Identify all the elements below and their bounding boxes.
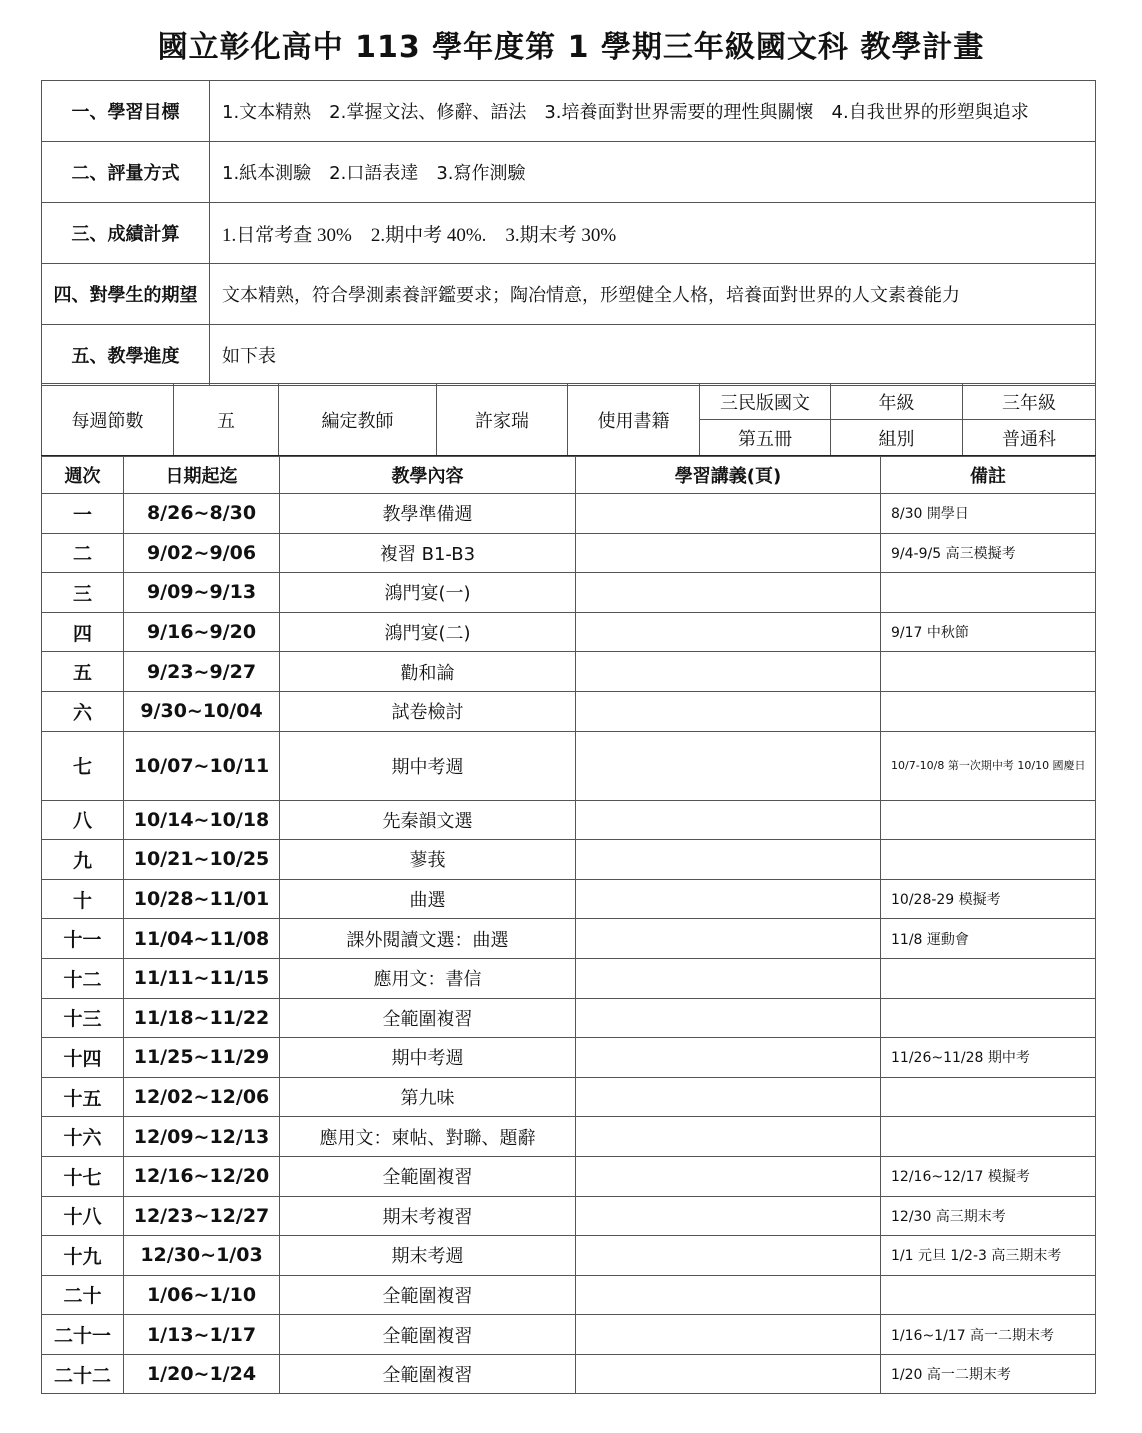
dates-cell: 1/13~1/17 — [124, 1315, 280, 1355]
content-cell: 第九味 — [280, 1077, 576, 1117]
content-cell: 課外閱讀文選：曲選 — [280, 919, 576, 959]
handout-cell — [576, 1077, 881, 1117]
info-value: 1.紙本測驗 2.口語表達 3.寫作測驗 — [210, 142, 1096, 203]
week-cell: 四 — [42, 612, 124, 652]
header-week: 週次 — [42, 457, 124, 494]
info-label: 三、成績計算 — [42, 203, 210, 264]
schedule-row — [42, 919, 1096, 959]
note-cell — [881, 1077, 1096, 1117]
info-table — [41, 80, 1096, 386]
handout-cell — [576, 533, 881, 573]
note-cell: 1/20 高一二期末考 — [881, 1354, 1096, 1394]
dates-cell: 9/23~9/27 — [124, 652, 280, 692]
header-dates: 日期起迄 — [124, 457, 280, 494]
week-cell: 十 — [42, 879, 124, 919]
content-cell: 全範圍複習 — [280, 998, 576, 1038]
week-cell: 二 — [42, 533, 124, 573]
info-label: 五、教學進度 — [42, 325, 210, 386]
schedule-row — [42, 1156, 1096, 1196]
group-value: 普通科 — [963, 420, 1096, 457]
dates-cell: 10/07~10/11 — [124, 731, 280, 800]
week-cell: 十四 — [42, 1038, 124, 1078]
schedule-row — [42, 1275, 1096, 1315]
handout-cell — [576, 998, 881, 1038]
handout-cell — [576, 840, 881, 880]
schedule-row — [42, 840, 1096, 880]
teacher-label: 編定教師 — [279, 384, 437, 457]
periods-value: 五 — [174, 384, 279, 457]
dates-cell: 8/26~8/30 — [124, 494, 280, 534]
info-row-goals — [42, 81, 1096, 142]
week-cell: 十一 — [42, 919, 124, 959]
handout-cell — [576, 1275, 881, 1315]
week-cell: 七 — [42, 731, 124, 800]
handout-cell — [576, 1156, 881, 1196]
dates-cell: 11/04~11/08 — [124, 919, 280, 959]
dates-cell: 1/06~1/10 — [124, 1275, 280, 1315]
dates-cell: 12/02~12/06 — [124, 1077, 280, 1117]
week-cell: 五 — [42, 652, 124, 692]
note-cell: 11/8 運動會 — [881, 919, 1096, 959]
note-cell: 10/7-10/8 第一次期中考 10/10 國慶日 — [881, 731, 1096, 800]
handout-cell — [576, 1117, 881, 1157]
course-meta-table — [41, 383, 1096, 457]
info-value: 1.日常考查 30% 2.期中考 40%. 3.期末考 30% — [210, 203, 1096, 264]
schedule-table — [41, 456, 1096, 1394]
handout-cell — [576, 879, 881, 919]
note-cell: 10/28-29 模擬考 — [881, 879, 1096, 919]
info-label: 一、學習目標 — [42, 81, 210, 142]
grade-value: 三年級 — [963, 384, 1096, 420]
dates-cell: 11/25~11/29 — [124, 1038, 280, 1078]
dates-cell: 9/30~10/04 — [124, 691, 280, 731]
schedule-row — [42, 652, 1096, 692]
content-cell: 應用文：柬帖、對聯、題辭 — [280, 1117, 576, 1157]
week-cell: 八 — [42, 800, 124, 840]
handout-cell — [576, 652, 881, 692]
info-row-expectations — [42, 264, 1096, 325]
dates-cell: 12/09~12/13 — [124, 1117, 280, 1157]
dates-cell: 12/23~12/27 — [124, 1196, 280, 1236]
info-label: 二、評量方式 — [42, 142, 210, 203]
info-value: 如下表 — [210, 325, 1096, 386]
handout-cell — [576, 731, 881, 800]
schedule-row — [42, 573, 1096, 613]
dates-cell: 10/28~11/01 — [124, 879, 280, 919]
content-cell: 鴻門宴(一) — [280, 573, 576, 613]
week-cell: 十九 — [42, 1236, 124, 1276]
dates-cell: 9/02~9/06 — [124, 533, 280, 573]
content-cell: 試卷檢討 — [280, 691, 576, 731]
handout-cell — [576, 1315, 881, 1355]
week-cell: 三 — [42, 573, 124, 613]
week-cell: 六 — [42, 691, 124, 731]
schedule-row — [42, 1117, 1096, 1157]
dates-cell: 12/16~12/20 — [124, 1156, 280, 1196]
week-cell: 二十二 — [42, 1354, 124, 1394]
week-cell: 二十 — [42, 1275, 124, 1315]
note-cell: 9/17 中秋節 — [881, 612, 1096, 652]
note-cell — [881, 652, 1096, 692]
week-cell: 十三 — [42, 998, 124, 1038]
week-cell: 十七 — [42, 1156, 124, 1196]
content-cell: 全範圍複習 — [280, 1354, 576, 1394]
week-cell: 九 — [42, 840, 124, 880]
dates-cell: 1/20~1/24 — [124, 1354, 280, 1394]
content-cell: 蓼莪 — [280, 840, 576, 880]
dates-cell: 9/16~9/20 — [124, 612, 280, 652]
content-cell: 全範圍複習 — [280, 1315, 576, 1355]
dates-cell: 12/30~1/03 — [124, 1236, 280, 1276]
handout-cell — [576, 573, 881, 613]
handout-cell — [576, 1196, 881, 1236]
info-row-grading — [42, 203, 1096, 264]
header-handout: 學習講義(頁) — [576, 457, 881, 494]
schedule-row — [42, 1038, 1096, 1078]
dates-cell: 11/11~11/15 — [124, 958, 280, 998]
week-cell: 二十一 — [42, 1315, 124, 1355]
schedule-row — [42, 1315, 1096, 1355]
handout-cell — [576, 800, 881, 840]
header-notes: 備註 — [881, 457, 1096, 494]
content-cell: 期末考週 — [280, 1236, 576, 1276]
content-cell: 曲選 — [280, 879, 576, 919]
note-cell — [881, 800, 1096, 840]
handout-cell — [576, 612, 881, 652]
content-cell: 勸和論 — [280, 652, 576, 692]
info-row-progress — [42, 325, 1096, 386]
schedule-row — [42, 1236, 1096, 1276]
week-cell: 十八 — [42, 1196, 124, 1236]
content-cell: 應用文：書信 — [280, 958, 576, 998]
note-cell — [881, 840, 1096, 880]
handout-cell — [576, 1236, 881, 1276]
note-cell: 8/30 開學日 — [881, 494, 1096, 534]
dates-cell: 9/09~9/13 — [124, 573, 280, 613]
dates-cell: 10/21~10/25 — [124, 840, 280, 880]
handout-cell — [576, 691, 881, 731]
page-title: 國立彰化高中 113 學年度第 1 學期三年級國文科 教學計畫 — [157, 30, 985, 65]
handout-cell — [576, 494, 881, 534]
note-cell: 12/16~12/17 模擬考 — [881, 1156, 1096, 1196]
content-cell: 教學準備週 — [280, 494, 576, 534]
handout-cell — [576, 958, 881, 998]
info-value: 1.文本精熟 2.掌握文法、修辭、語法 3.培養面對世界需要的理性與關懷 4.自我世界的形塑與追求 — [210, 81, 1096, 142]
note-cell — [881, 1275, 1096, 1315]
header-content: 教學內容 — [280, 457, 576, 494]
schedule-row — [42, 1196, 1096, 1236]
handout-cell — [576, 1354, 881, 1394]
content-cell: 全範圍複習 — [280, 1156, 576, 1196]
schedule-row — [42, 691, 1096, 731]
book-value-volume: 第五冊 — [700, 420, 831, 457]
handout-cell — [576, 1038, 881, 1078]
content-cell: 期中考週 — [280, 1038, 576, 1078]
week-cell: 一 — [42, 494, 124, 534]
schedule-row — [42, 612, 1096, 652]
week-cell: 十二 — [42, 958, 124, 998]
content-cell: 先秦韻文選 — [280, 800, 576, 840]
note-cell — [881, 998, 1096, 1038]
note-cell — [881, 691, 1096, 731]
schedule-row — [42, 958, 1096, 998]
schedule-row — [42, 998, 1096, 1038]
note-cell: 9/4-9/5 高三模擬考 — [881, 533, 1096, 573]
grade-label: 年級 — [831, 384, 963, 420]
content-cell: 期中考週 — [280, 731, 576, 800]
note-cell — [881, 958, 1096, 998]
week-cell: 十五 — [42, 1077, 124, 1117]
week-cell: 十六 — [42, 1117, 124, 1157]
book-value-publisher: 三民版國文 — [700, 384, 831, 420]
schedule-row — [42, 494, 1096, 534]
content-cell: 鴻門宴(二) — [280, 612, 576, 652]
schedule-row — [42, 879, 1096, 919]
teacher-value: 許家瑞 — [437, 384, 568, 457]
schedule-row — [42, 1077, 1096, 1117]
schedule-row — [42, 731, 1096, 800]
handout-cell — [576, 919, 881, 959]
group-label: 組別 — [831, 420, 963, 457]
content-cell: 複習 B1-B3 — [280, 533, 576, 573]
schedule-header-row — [42, 457, 1096, 494]
note-cell: 1/16~1/17 高一二期末考 — [881, 1315, 1096, 1355]
info-row-assessment — [42, 142, 1096, 203]
dates-cell: 10/14~10/18 — [124, 800, 280, 840]
note-cell — [881, 573, 1096, 613]
note-cell: 11/26~11/28 期中考 — [881, 1038, 1096, 1078]
periods-label: 每週節數 — [42, 384, 174, 457]
schedule-row — [42, 800, 1096, 840]
dates-cell: 11/18~11/22 — [124, 998, 280, 1038]
content-cell: 期末考複習 — [280, 1196, 576, 1236]
schedule-row — [42, 1354, 1096, 1394]
note-cell — [881, 1117, 1096, 1157]
info-value: 文本精熟，符合學測素養評鑑要求；陶冶情意，形塑健全人格，培養面對世界的人文素養能力 — [210, 264, 1096, 325]
schedule-row — [42, 533, 1096, 573]
content-cell: 全範圍複習 — [280, 1275, 576, 1315]
info-label: 四、對學生的期望 — [42, 264, 210, 325]
note-cell: 1/1 元旦 1/2-3 高三期末考 — [881, 1236, 1096, 1276]
note-cell: 12/30 高三期末考 — [881, 1196, 1096, 1236]
book-label: 使用書籍 — [568, 384, 700, 457]
